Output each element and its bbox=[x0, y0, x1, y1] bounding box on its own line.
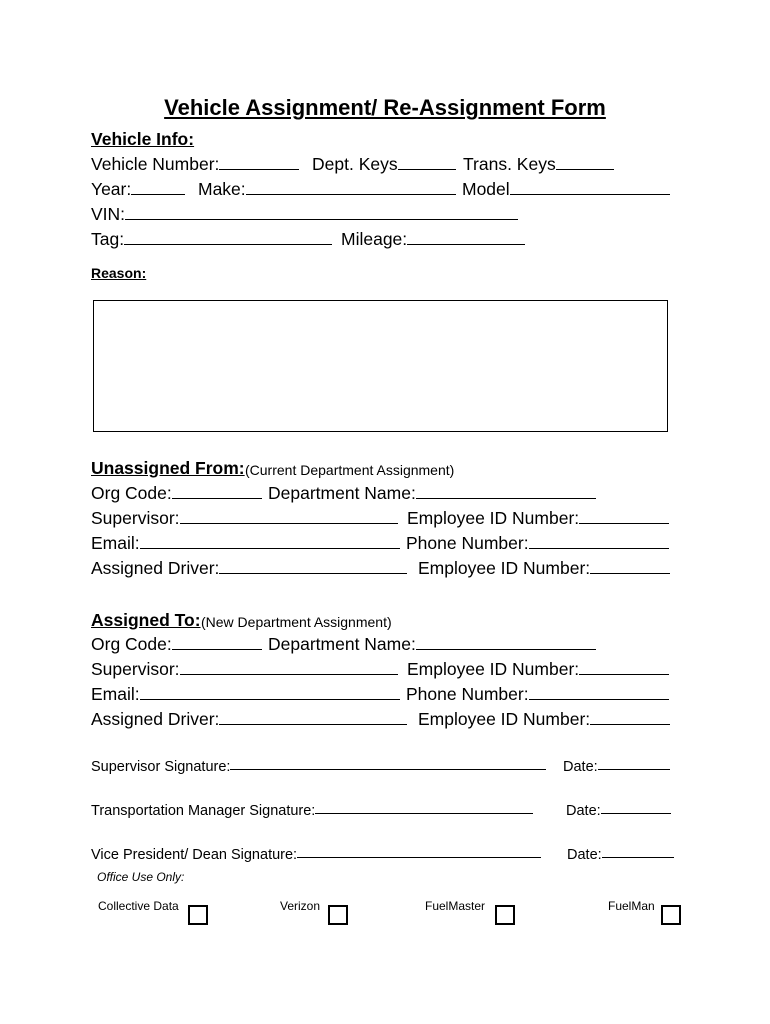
date-field[interactable] bbox=[598, 756, 670, 770]
model-label: Model bbox=[462, 179, 510, 199]
employee-id-label: Employee ID Number: bbox=[407, 508, 580, 528]
date-field[interactable] bbox=[602, 844, 674, 858]
driver-employee-id-label: Employee ID Number: bbox=[418, 709, 591, 729]
unassigned-from-heading: Unassigned From: bbox=[91, 458, 245, 478]
trans-keys-field[interactable] bbox=[556, 153, 614, 170]
transportation-manager-signature-field[interactable] bbox=[315, 800, 533, 814]
reason-heading: Reason: bbox=[91, 265, 147, 281]
phone-label: Phone Number: bbox=[406, 533, 529, 553]
fuelman-checkbox[interactable] bbox=[661, 905, 681, 925]
make-label: Make: bbox=[198, 179, 246, 199]
year-label: Year: bbox=[91, 179, 132, 199]
supervisor-field[interactable] bbox=[180, 507, 398, 524]
email-label: Email: bbox=[91, 533, 140, 553]
dept-keys-field[interactable] bbox=[398, 153, 456, 170]
date-label: Date: bbox=[567, 847, 602, 863]
email-field[interactable] bbox=[140, 532, 400, 549]
tag-field[interactable] bbox=[124, 228, 332, 245]
make-field[interactable] bbox=[246, 178, 456, 195]
date-field[interactable] bbox=[601, 800, 671, 814]
email-label: Email: bbox=[91, 684, 140, 704]
fuelman-label: FuelMan bbox=[608, 899, 655, 913]
collective-data-checkbox[interactable] bbox=[188, 905, 208, 925]
employee-id-field[interactable] bbox=[579, 507, 669, 524]
supervisor-label: Supervisor: bbox=[91, 508, 180, 528]
driver-employee-id-label: Employee ID Number: bbox=[418, 558, 591, 578]
verizon-checkbox[interactable] bbox=[328, 905, 348, 925]
model-field[interactable] bbox=[510, 178, 670, 195]
assigned-driver-label: Assigned Driver: bbox=[91, 709, 220, 729]
dept-keys-label: Dept. Keys bbox=[312, 154, 398, 174]
department-name-field[interactable] bbox=[416, 633, 596, 650]
org-code-field[interactable] bbox=[172, 633, 262, 650]
verizon-label: Verizon bbox=[280, 899, 321, 913]
vp-dean-signature-label: Vice President/ Dean Signature: bbox=[91, 847, 298, 863]
employee-id-label: Employee ID Number: bbox=[407, 659, 580, 679]
unassigned-from-note: (Current Department Assignment) bbox=[245, 462, 455, 478]
vin-label: VIN: bbox=[91, 204, 126, 224]
supervisor-field[interactable] bbox=[180, 658, 398, 675]
trans-keys-label: Trans. Keys bbox=[463, 154, 556, 174]
department-name-label: Department Name: bbox=[268, 483, 416, 503]
form-title: Vehicle Assignment/ Re-Assignment Form bbox=[164, 95, 606, 120]
assigned-to-note: (New Department Assignment) bbox=[201, 614, 392, 630]
assigned-driver-field[interactable] bbox=[219, 708, 407, 725]
supervisor-label: Supervisor: bbox=[91, 659, 180, 679]
phone-label: Phone Number: bbox=[406, 684, 529, 704]
assigned-driver-field[interactable] bbox=[219, 557, 407, 574]
mileage-label: Mileage: bbox=[341, 229, 408, 249]
date-label: Date: bbox=[566, 803, 601, 819]
org-code-label: Org Code: bbox=[91, 634, 172, 654]
employee-id-field[interactable] bbox=[579, 658, 669, 675]
fuelmaster-checkbox[interactable] bbox=[495, 905, 515, 925]
fuelmaster-label: FuelMaster bbox=[425, 899, 486, 913]
transportation-manager-signature-label: Transportation Manager Signature: bbox=[91, 803, 316, 819]
assigned-to-heading: Assigned To: bbox=[91, 610, 201, 630]
supervisor-signature-label: Supervisor Signature: bbox=[91, 759, 231, 775]
office-use-label: Office Use Only: bbox=[97, 870, 185, 884]
department-name-label: Department Name: bbox=[268, 634, 416, 654]
reason-textarea[interactable] bbox=[93, 300, 668, 432]
email-field[interactable] bbox=[140, 683, 400, 700]
driver-employee-id-field[interactable] bbox=[590, 557, 670, 574]
vehicle-info-heading: Vehicle Info: bbox=[91, 129, 195, 149]
supervisor-signature-field[interactable] bbox=[230, 756, 546, 770]
year-field[interactable] bbox=[131, 178, 185, 195]
vehicle-number-field[interactable] bbox=[219, 153, 299, 170]
vehicle-number-label: Vehicle Number: bbox=[91, 154, 220, 174]
date-label: Date: bbox=[563, 759, 598, 775]
collective-data-label: Collective Data bbox=[98, 899, 179, 913]
org-code-field[interactable] bbox=[172, 482, 262, 499]
department-name-field[interactable] bbox=[416, 482, 596, 499]
vp-dean-signature-field[interactable] bbox=[297, 844, 541, 858]
mileage-field[interactable] bbox=[407, 228, 525, 245]
phone-field[interactable] bbox=[529, 532, 669, 549]
driver-employee-id-field[interactable] bbox=[590, 708, 670, 725]
assigned-driver-label: Assigned Driver: bbox=[91, 558, 220, 578]
org-code-label: Org Code: bbox=[91, 483, 172, 503]
phone-field[interactable] bbox=[529, 683, 669, 700]
vin-field[interactable] bbox=[125, 203, 518, 220]
tag-label: Tag: bbox=[91, 229, 125, 249]
